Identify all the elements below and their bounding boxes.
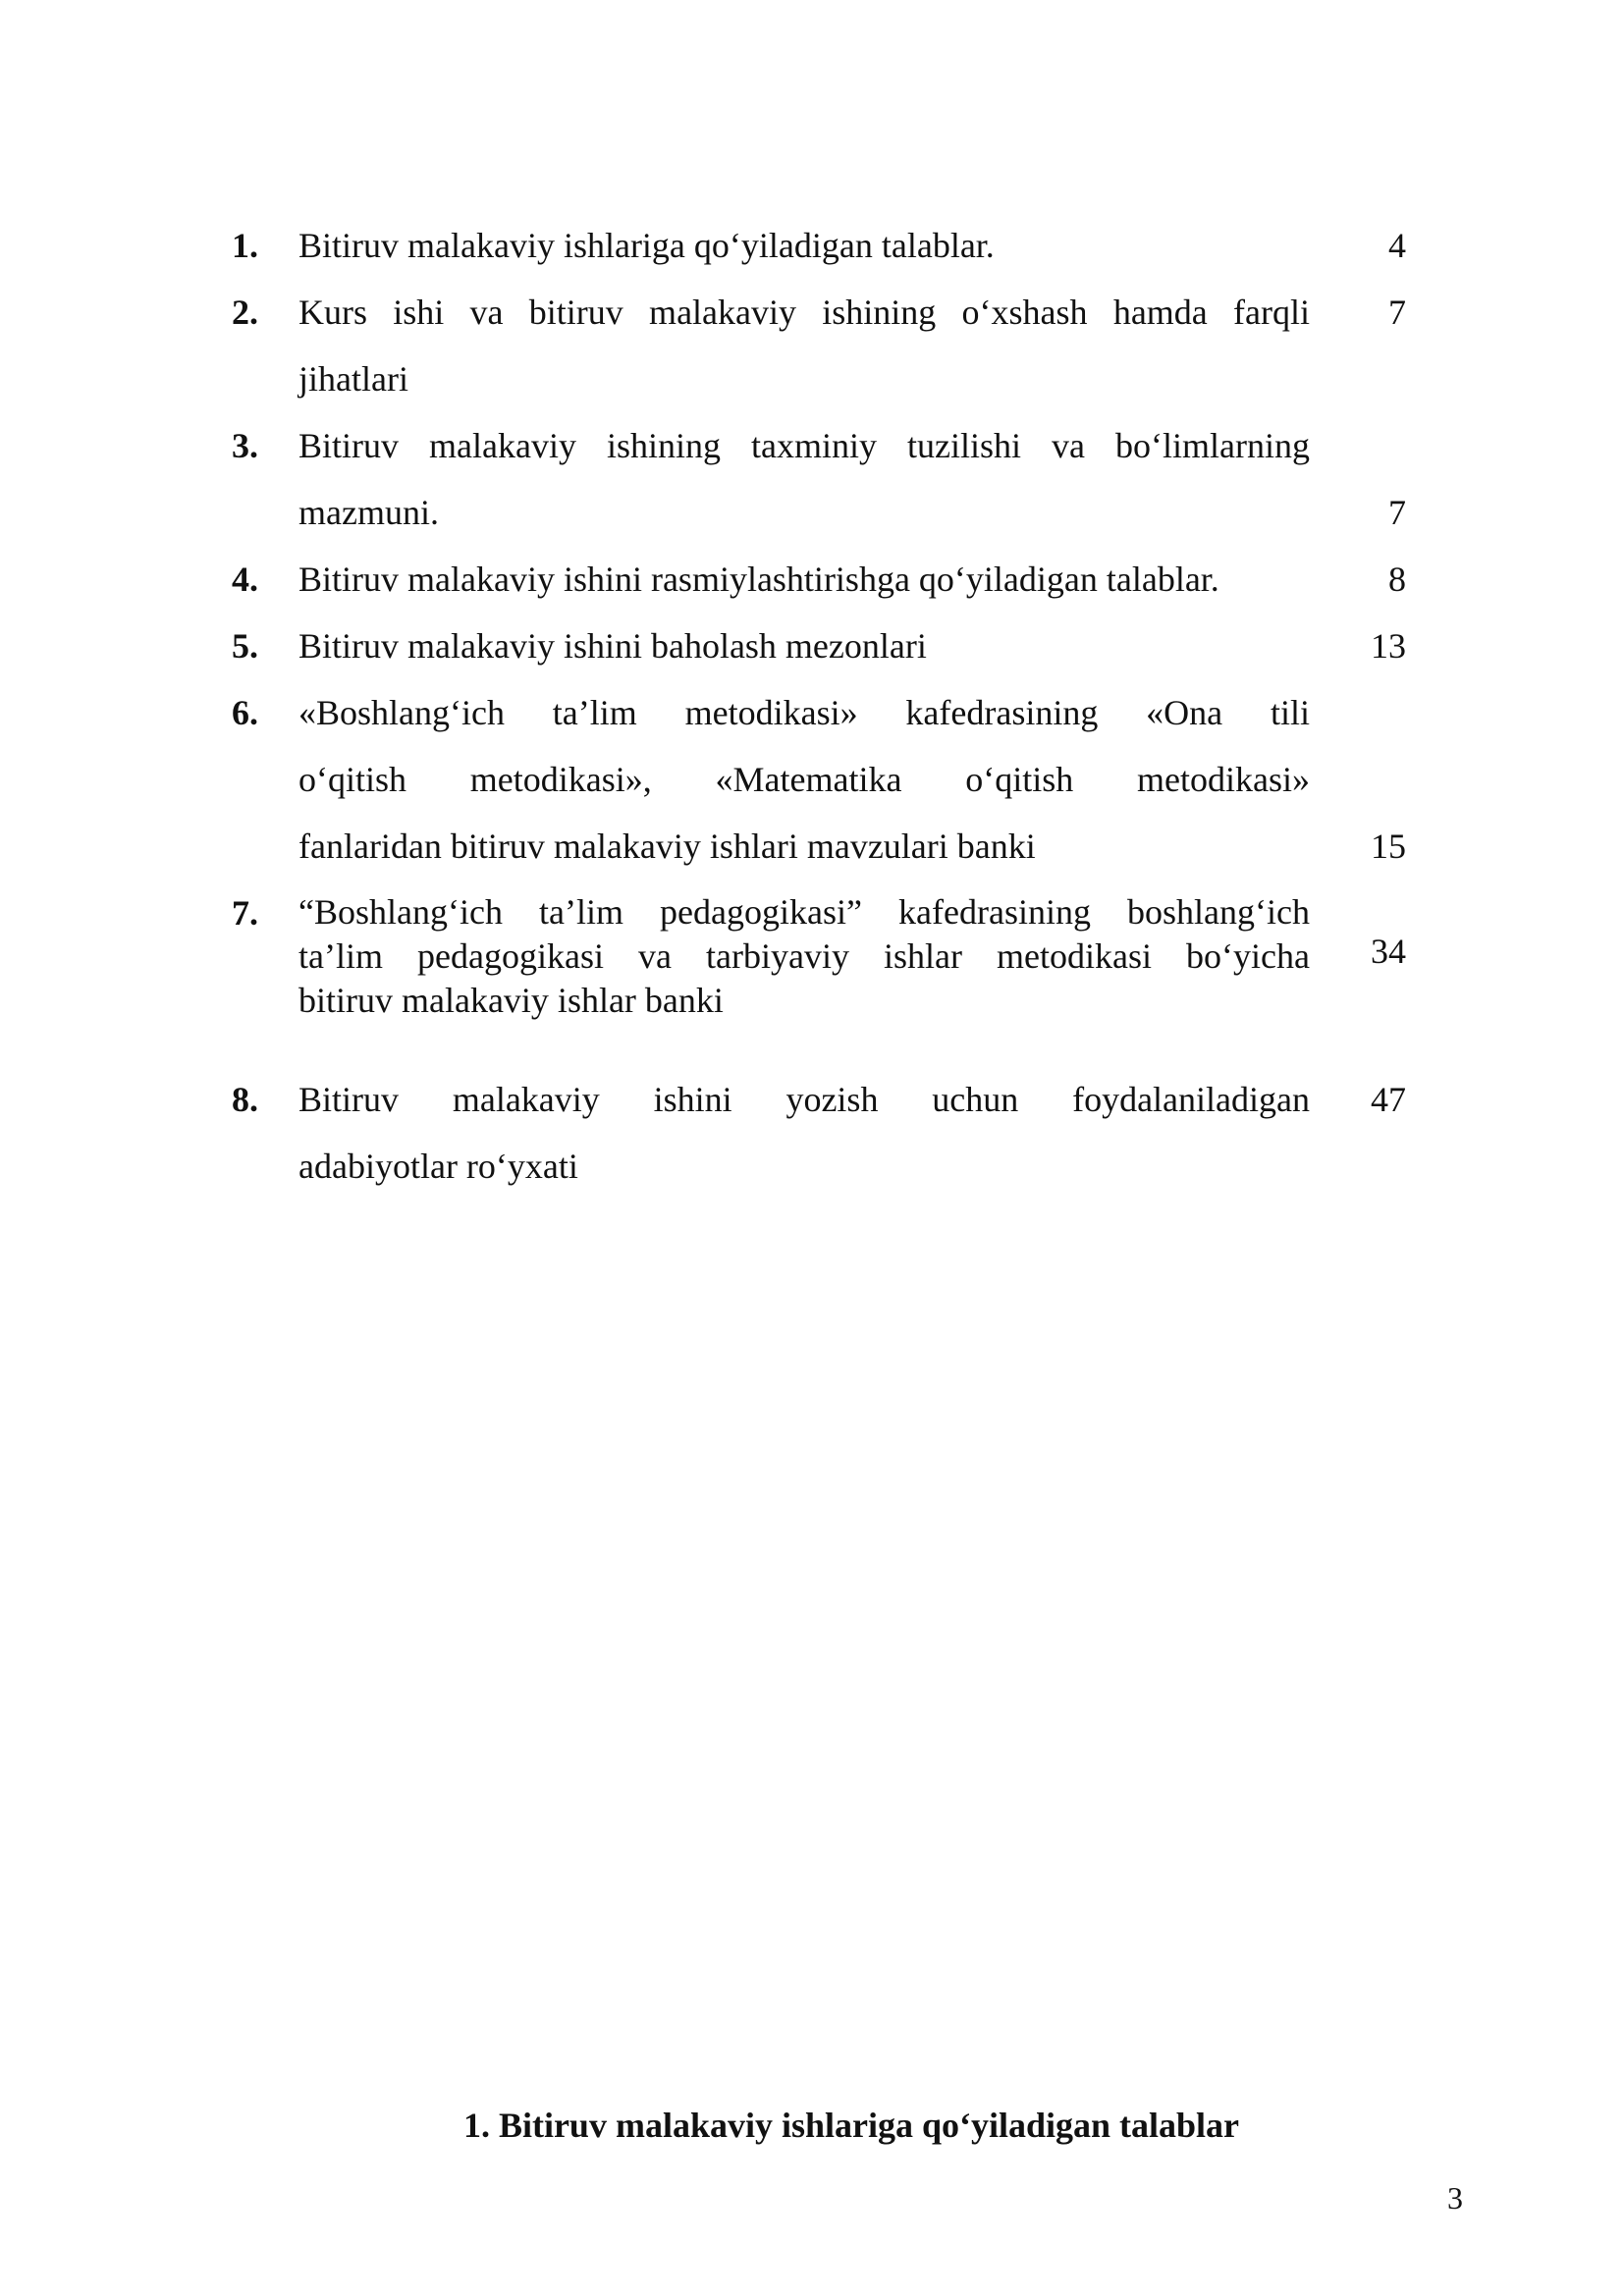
toc-item-page: 4 [1388,226,1406,265]
toc-item-page: 7 [1388,493,1406,532]
toc-item-5 [232,613,1410,679]
toc-item-title-line: Bitiruv malakaviy ishining taxminiy tuzilishi va bo‘limlarning [298,426,1310,465]
toc-item-number: 8. [232,1080,258,1119]
toc-item-title [298,412,1310,546]
toc-item-title-line: “Boshlang‘ich ta’lim pedagogikasi” kafedrasining boshlang‘ich [298,892,1310,932]
toc-item-page: 34 [1371,932,1406,971]
toc-item-page: 7 [1388,293,1406,332]
toc-item-number: 1. [232,226,258,265]
toc-item-7 [232,880,1410,1023]
toc-item-title-line: bitiruv malakaviy ishlar banki [298,981,724,1020]
page-number: 3 [1447,2180,1463,2216]
toc-item-1 [232,212,1410,279]
toc-item-title-line: «Boshlang‘ich ta’lim metodikasi» kafedrasining «Ona tili [298,693,1310,732]
toc-item-number: 6. [232,693,258,732]
toc-item-6 [232,679,1410,880]
toc-item-2 [232,279,1410,412]
toc-item-title-line: Bitiruv malakaviy ishini baholash mezonlari [298,626,927,666]
toc-item-title [298,613,1310,679]
toc-item-title-line: o‘qitish metodikasi», «Matematika o‘qitish metodikasi» [298,760,1310,799]
toc-item-number: 5. [232,626,258,666]
toc-item-number: 3. [232,426,258,465]
toc-item-page: 13 [1371,626,1406,666]
toc-item-title-line: mazmuni. [298,493,439,532]
toc-item-number: 7. [232,893,258,933]
toc-item-number: 2. [232,293,258,332]
toc-item-title-line: adabiyotlar ro‘yxati [298,1147,578,1186]
toc-item-title [298,546,1310,613]
toc-item-title-line: Bitiruv malakaviy ishini yozish uchun foydalaniladigan [298,1080,1310,1119]
toc-item-title [298,880,1310,1023]
toc-item-title-line: Kurs ishi va bitiruv malakaviy ishining o‘xshash hamda farqli [298,293,1310,332]
toc-item-title-line: fanlaridan bitiruv malakaviy ishlari mavzulari banki [298,827,1036,866]
toc-item-title-line: Bitiruv malakaviy ishini rasmiylashtirishga qo‘yiladigan talablar. [298,560,1219,599]
toc-item-8 [232,1066,1410,1200]
toc-item-3 [232,412,1410,546]
toc-item-page: 47 [1371,1080,1406,1119]
toc-item-page: 8 [1388,560,1406,599]
toc-item-title [298,1066,1310,1200]
toc-item-title [298,279,1310,412]
toc-item-4 [232,546,1410,613]
toc-item-title-line: ta’lim pedagogikasi va tarbiyaviy ishlar metodikasi bo‘yicha [298,936,1310,976]
toc-spacer [232,1023,1410,1066]
toc-item-title [298,679,1310,880]
table-of-contents [232,212,1410,1200]
toc-item-title [298,212,1310,279]
toc-item-page: 15 [1371,827,1406,866]
section-heading: 1. Bitiruv malakaviy ishlariga qo‘yiladigan talablar [462,2106,1240,2145]
toc-item-title-line: jihatlari [298,359,408,399]
toc-item-number: 4. [232,560,258,599]
toc-item-title-line: Bitiruv malakaviy ishlariga qo‘yiladigan talablar. [298,226,995,265]
